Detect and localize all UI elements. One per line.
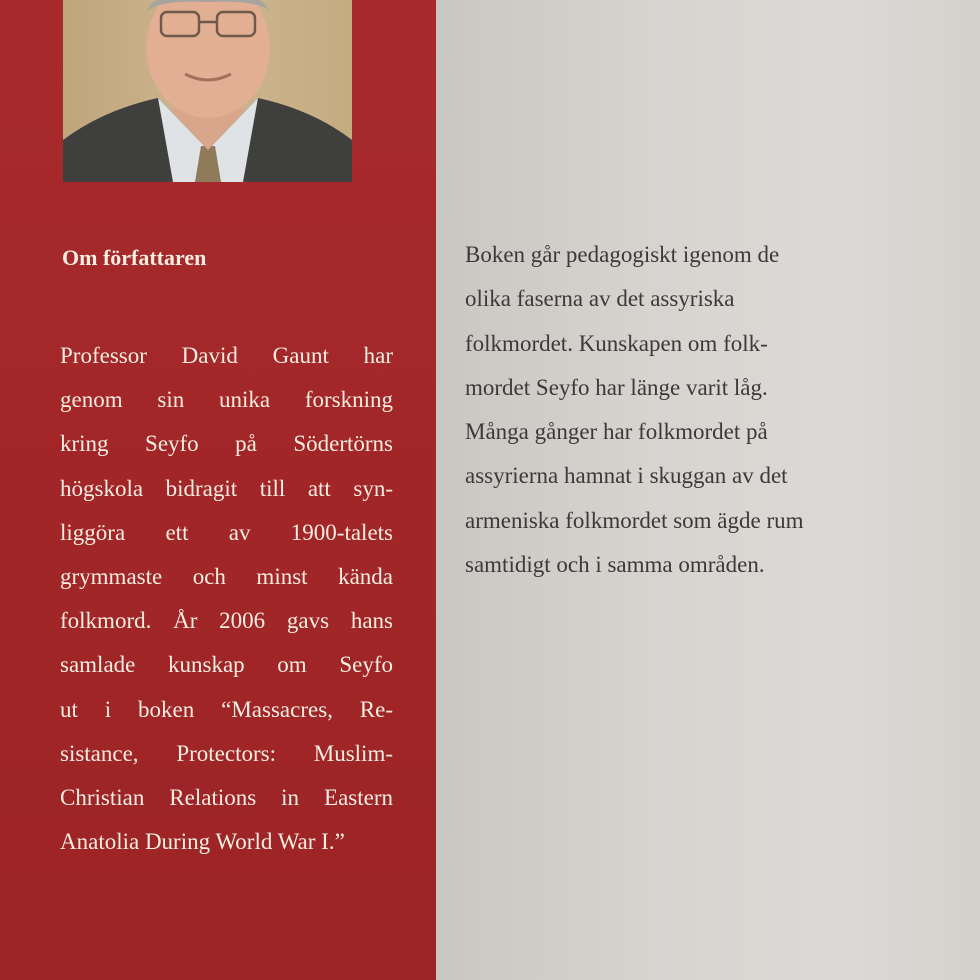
blurb-line: mordet Seyfo har länge varit låg. (465, 374, 768, 400)
author-bio (60, 334, 393, 864)
blurb-line: armeniska folkmordet som ägde rum (465, 507, 804, 533)
bio-line: liggöra ett av 1900-talets (60, 519, 393, 545)
bio-line: sistance, Protectors: Muslim- (60, 740, 393, 766)
bio-line: folkmord. År 2006 gavs hans (60, 608, 393, 634)
bio-line: högskola bidragit till att syn- (60, 475, 393, 501)
blurb-line: samtidigt och i samma områden. (465, 552, 765, 578)
blurb-line: Boken går pedagogiskt igenom de (465, 242, 780, 267)
bio-line: genom sin unika forskning (60, 387, 393, 413)
author-photo (63, 0, 352, 182)
blurb-line: folkmordet. Kunskapen om folk- (465, 330, 768, 356)
author-heading: Om författaren (62, 245, 207, 270)
bio-line: Professor David Gaunt har (60, 343, 393, 368)
bio-line: Anatolia During World War I.” (60, 829, 345, 855)
bio-line: Christian Relations in Eastern (60, 784, 393, 810)
blurb-line: assyrierna hamnat i skuggan av det (465, 463, 788, 489)
blurb-line: olika faserna av det assyriska (465, 286, 735, 312)
bio-line: grymmaste och minst kända (60, 563, 393, 589)
book-blurb (465, 233, 885, 587)
blurb-line: Många gånger har folkmordet på (465, 419, 768, 445)
bio-line: samlade kunskap om Seyfo (60, 652, 393, 678)
bio-line: ut i boken “Massacres, Re- (60, 696, 393, 722)
bio-line: kring Seyfo på Södertörns (60, 431, 393, 457)
